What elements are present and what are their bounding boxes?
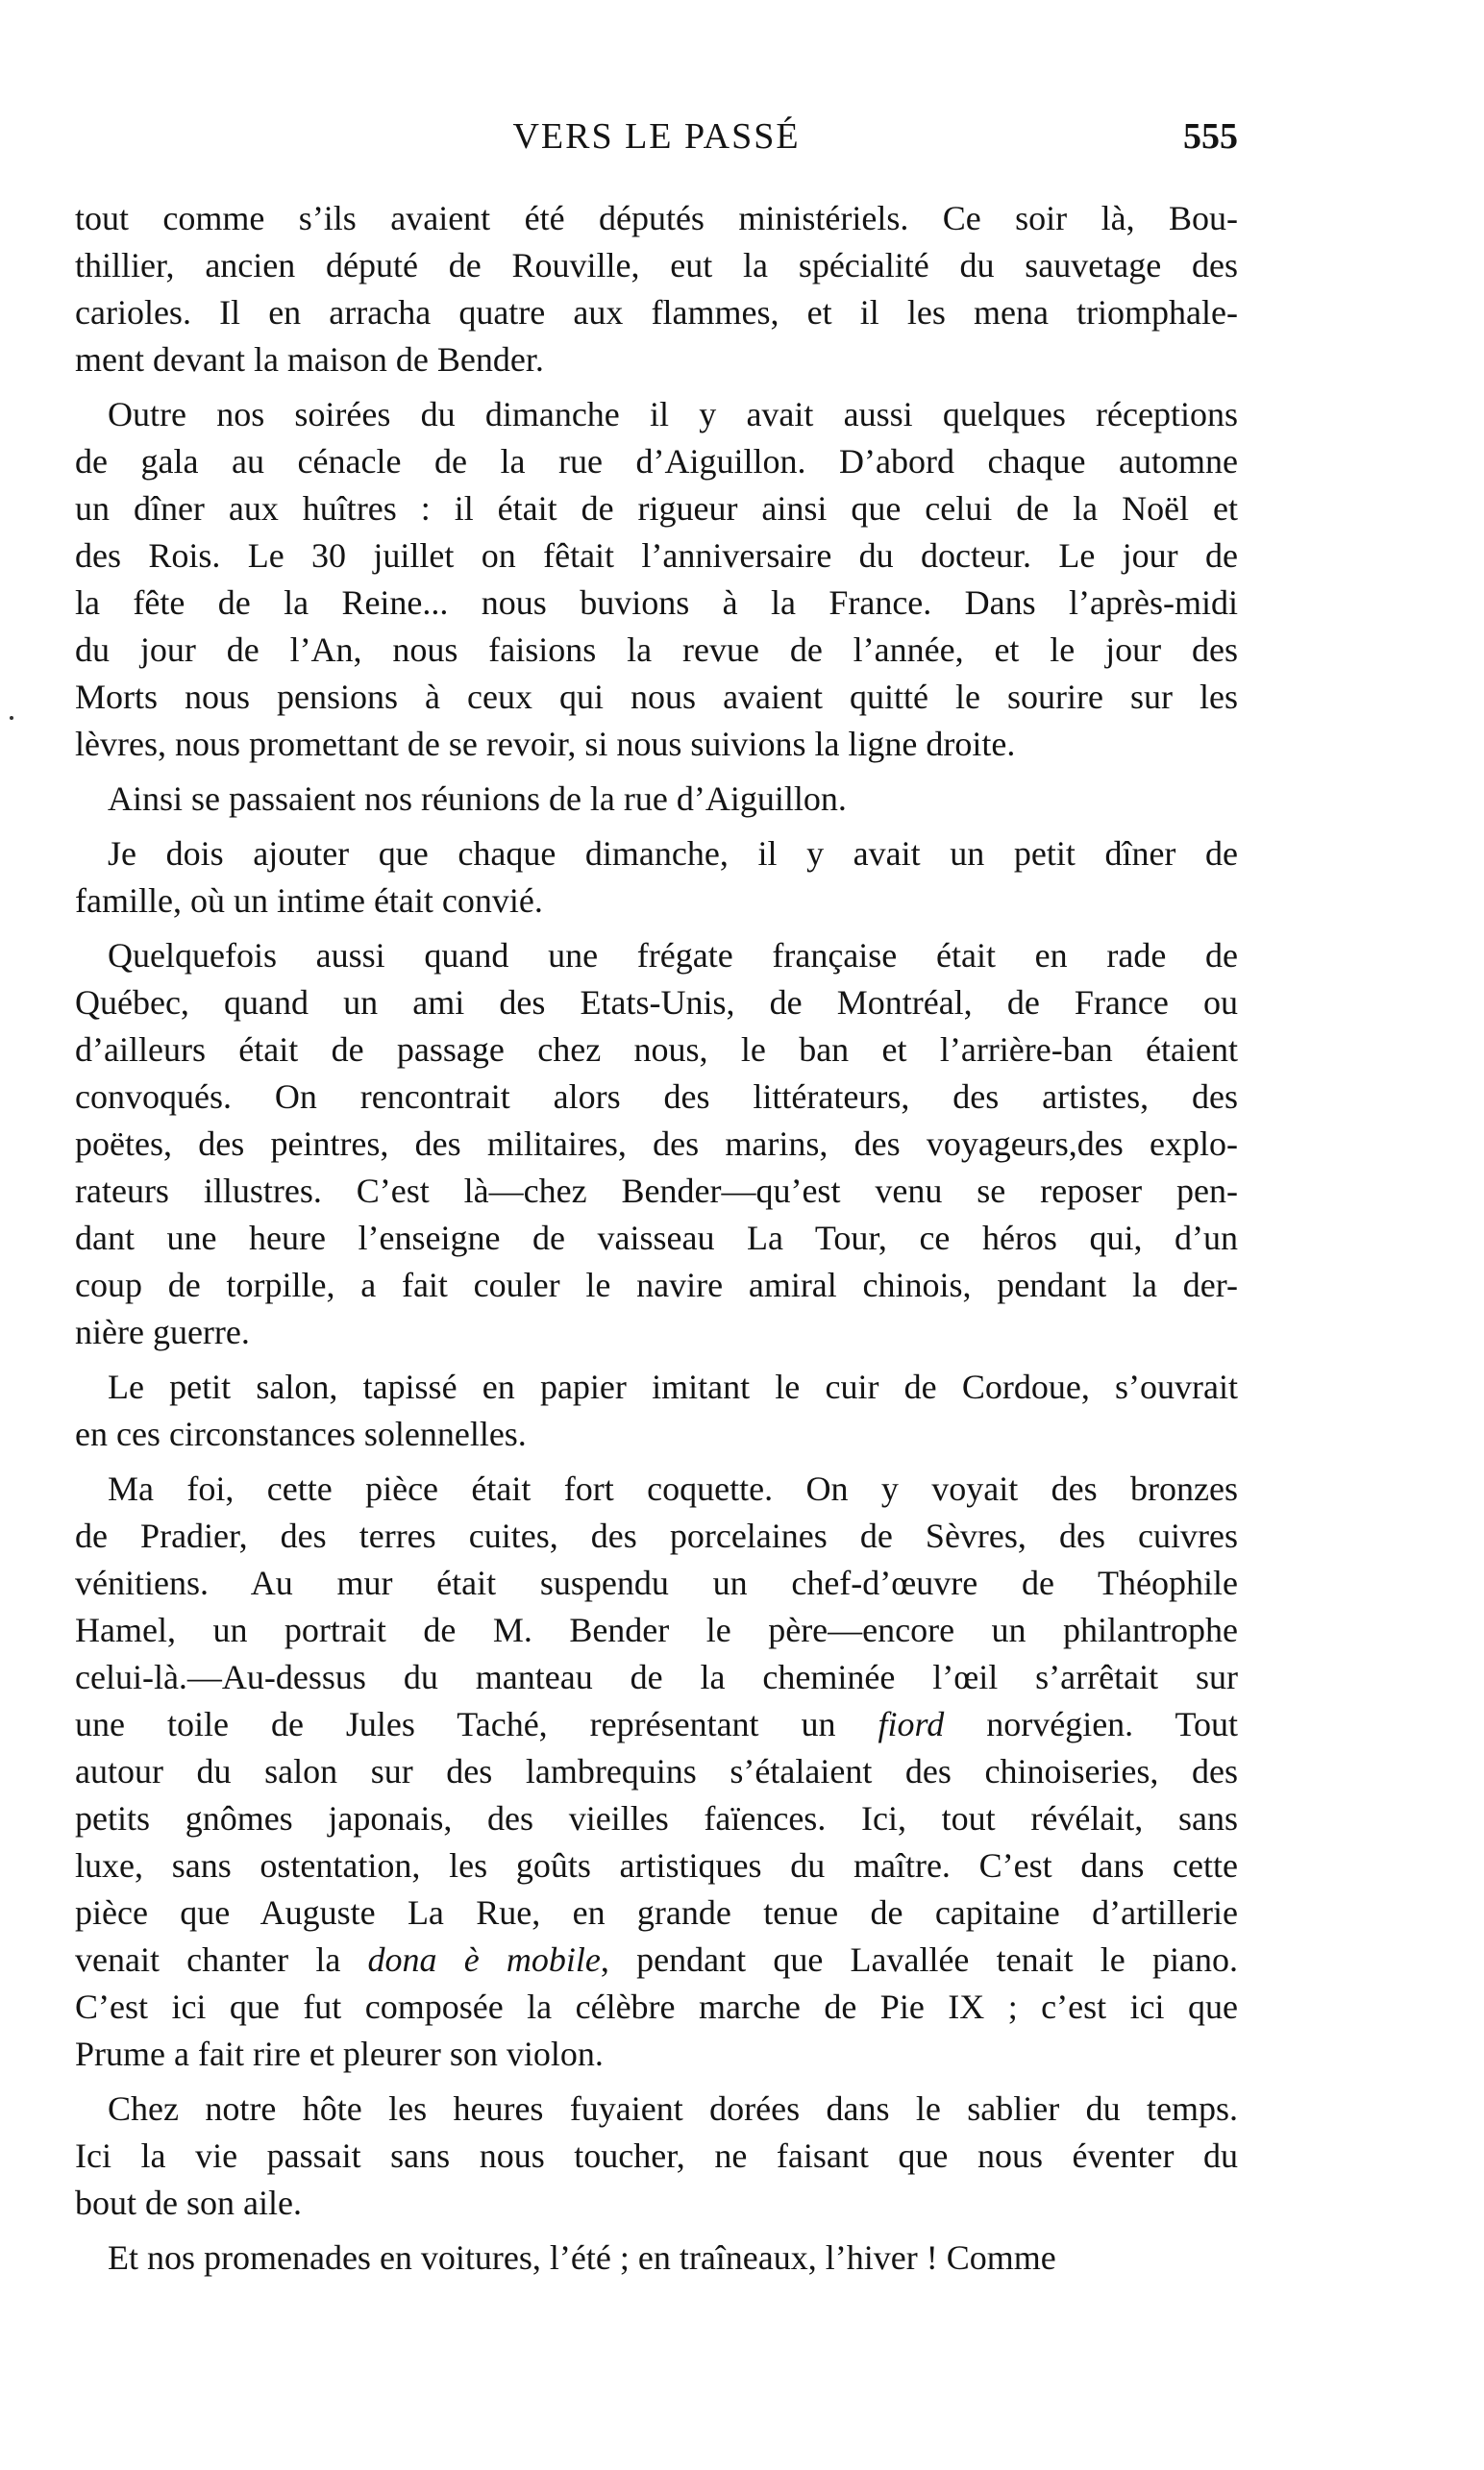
paragraph [75,2235,1238,2282]
text-line: des Rois. Le 30 juillet on fêtait l’anniversaire du docteur. Le jour de [75,536,1238,575]
text-line: poëtes, des peintres, des militaires, des marins, des voyageurs,des explo- [75,1124,1238,1163]
text-line: thillier, ancien député de Rouville, eut la spécialité du sauvetage des [75,246,1238,284]
text-line: Je dois ajouter que chaque dimanche, il y avait un petit dîner de [108,834,1238,873]
paragraph [75,1364,1238,1458]
text-line: bout de son aile. [75,2184,302,2222]
paragraph [75,830,1238,925]
running-head [75,115,1238,173]
body-text [75,195,1238,2289]
text-line: Québec, quand un ami des Etats-Unis, de Montréal, de France ou [75,983,1238,1022]
text-line: carioles. Il en arracha quatre aux flammes, et il les mena triomphale- [75,293,1238,332]
text-line: du jour de l’An, nous faisions la revue de l’année, et le jour des [75,630,1238,669]
text-line: Quelquefois aussi quand une frégate française était en rade de [108,936,1238,975]
text-line: Et nos promenades en voitures, l’été ; en traîneaux, l’hiver ! Comme [108,2238,1056,2277]
text-line: un dîner aux huîtres : il était de rigueur ainsi que celui de la Noël et [75,489,1238,528]
paragraph [75,1466,1238,2078]
text-line: lèvres, nous promettant de se revoir, si nous suivions la ligne droite. [75,725,1016,763]
text-line: famille, où un intime était convié. [75,881,543,920]
text-line: Outre nos soirées du dimanche il y avait aussi quelques réceptions [108,395,1238,433]
text-line: tout comme s’ils avaient été députés ministériels. Ce soir là, Bou- [75,199,1238,237]
text-line: luxe, sans ostentation, les goûts artistiques du maître. C’est dans cette [75,1846,1238,1885]
paragraph [75,932,1238,1356]
text-line: Ma foi, cette pièce était fort coquette. On y voyait des bronzes [108,1470,1238,1508]
text-line: de gala au cénacle de la rue d’Aiguillon. D’abord chaque automne [75,442,1238,481]
text-line: de Pradier, des terres cuites, des porcelaines de Sèvres, des cuivres [75,1517,1238,1555]
text-line: Ici la vie passait sans nous toucher, ne faisant que nous éventer du [75,2137,1238,2175]
text-line: vénitiens. Au mur était suspendu un chef-d’œuvre de Théophile [75,1564,1238,1602]
paragraph [75,391,1238,768]
text-line: Prume a fait rire et pleurer son violon. [75,2035,604,2073]
text-line: Hamel, un portrait de M. Bender le père—encore un philantrophe [75,1611,1238,1649]
text-line: coup de torpille, a fait couler le navire amiral chinois, pendant la der- [75,1266,1238,1304]
text-line: convoqués. On rencontrait alors des littérateurs, des artistes, des [75,1077,1238,1116]
page-number: 555 [1183,116,1238,157]
text-line: d’ailleurs était de passage chez nous, le ban et l’arrière-ban étaient [75,1030,1238,1069]
text-line: rateurs illustres. C’est là—chez Bender—qu’est venu se reposer pen- [75,1172,1238,1210]
text-line: nière guerre. [75,1313,250,1351]
paragraph [75,195,1238,383]
text-line: petits gnômes japonais, des vieilles faïences. Ici, tout révélait, sans [75,1799,1238,1838]
text-line: ment devant la maison de Bender. [75,340,544,379]
running-title: VERS LE PASSÉ [512,116,801,157]
paragraph [75,2086,1238,2227]
text-line: une toile de Jules Taché, représentant un fiord norvégien. Tout [75,1705,1238,1743]
text-line: celui-là.—Au-dessus du manteau de la cheminée l’œil s’arrêtait sur [75,1658,1238,1696]
text-line: en ces circonstances solennelles. [75,1415,527,1453]
text-line: dant une heure l’enseigne de vaisseau La Tour, ce héros qui, d’un [75,1219,1238,1257]
text-line: Chez notre hôte les heures fuyaient dorées dans le sablier du temps. [108,2089,1238,2128]
text-line: Le petit salon, tapissé en papier imitant le cuir de Cordoue, s’ouvrait [108,1368,1238,1406]
text-line: autour du salon sur des lambrequins s’étalaient des chinoiseries, des [75,1752,1238,1791]
paragraph [75,776,1238,823]
text-line: C’est ici que fut composée la célèbre marche de Pie IX ; c’est ici que [75,1988,1238,2026]
text-line: venait chanter la dona è mobile, pendant que Lavallée tenait le piano. [75,1940,1238,1979]
text-line: Morts nous pensions à ceux qui nous avaient quitté le sourire sur les [75,678,1238,716]
margin-speck [10,716,13,720]
text-line: Ainsi se passaient nos réunions de la rue d’Aiguillon. [108,779,847,818]
italic-term: fiord [878,1705,945,1743]
text-line: la fête de la Reine... nous buvions à la France. Dans l’après-midi [75,583,1238,622]
italic-term: dona è mobile [367,1940,601,1979]
text-line: pièce que Auguste La Rue, en grande tenue de capitaine d’artillerie [75,1893,1238,1932]
